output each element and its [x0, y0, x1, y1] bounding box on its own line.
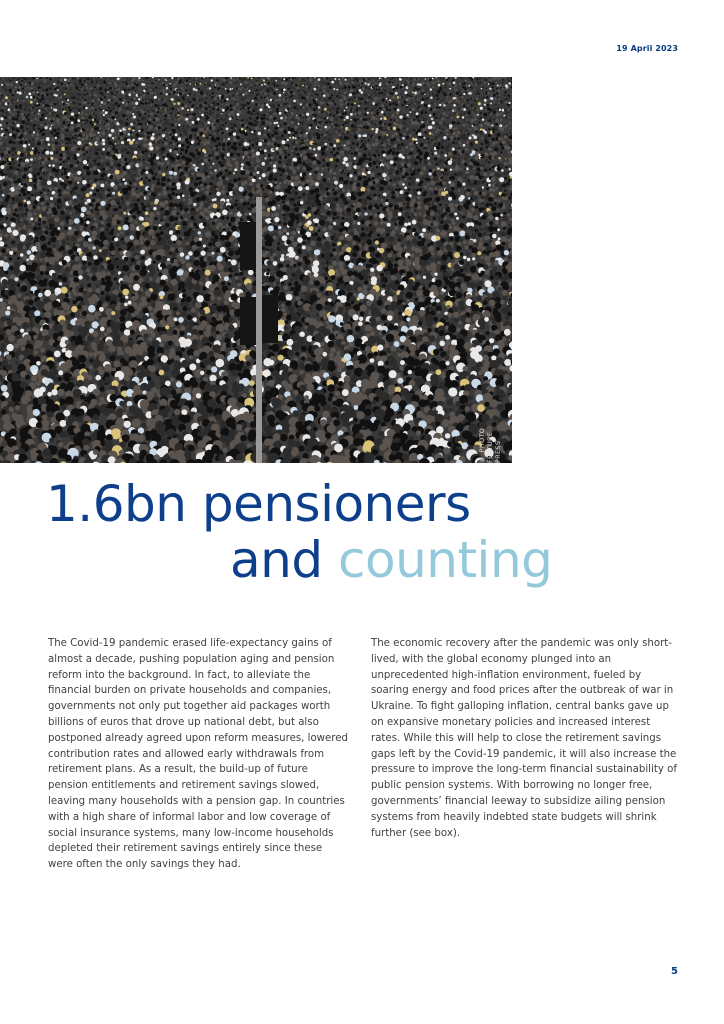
- headline-line1: 1.6bn pensioners: [46, 475, 471, 533]
- page-number: 5: [671, 966, 678, 977]
- crowd-photo: [0, 77, 512, 463]
- headline-word-and: and: [230, 531, 323, 589]
- headline-word-counting: counting: [337, 531, 553, 589]
- body-column-left: [48, 636, 348, 873]
- photo-credit: © PHOTO FEATURE PRESS: [478, 427, 502, 463]
- headline-line2: [230, 530, 552, 590]
- date: 19 April 2023: [616, 44, 678, 53]
- body-paragraph-right: The economic recovery after the pandemic was only short-lived, with the global economy plunged into an unprecedented high-inflation environment, fueled by soaring energy and food prices after the outbreak of war in Ukraine. To fight galloping inflation, central banks gave up on expansive monetary policies and increased interest rates. While this will help to close the retirement savings gaps left by the Covid-19 pandemic, it will also increase the pressure to improve the long-term financial sustainability of public pension systems. With borrowing no longer free, governments’ financial leeway to subsidize ailing pension systems from heavily indebted state budgets will shrink further (see box).: [371, 638, 677, 839]
- body-paragraph-left: The Covid-19 pandemic erased life-expectancy gains of almost a decade, pushing population aging and pension reform into the background. In fact, to alleviate the financial burden on private households and companies, governments not only put together aid packages worth billions of euros that drove up national debt, but also postponed already agreed upon reform measures, lowered contribution rates and allowed early withdrawals from retirement plans. As a result, the build-up of future pension entitlements and retirement savings slowed, leaving many households with a pension gap. In countries with a high share of informal labor and low coverage of social insurance systems, many low-income households depleted their retirement savings entirely since these were often the only savings they had.: [48, 638, 348, 871]
- body-column-right: [371, 636, 681, 841]
- crowd-illustration: [0, 77, 512, 463]
